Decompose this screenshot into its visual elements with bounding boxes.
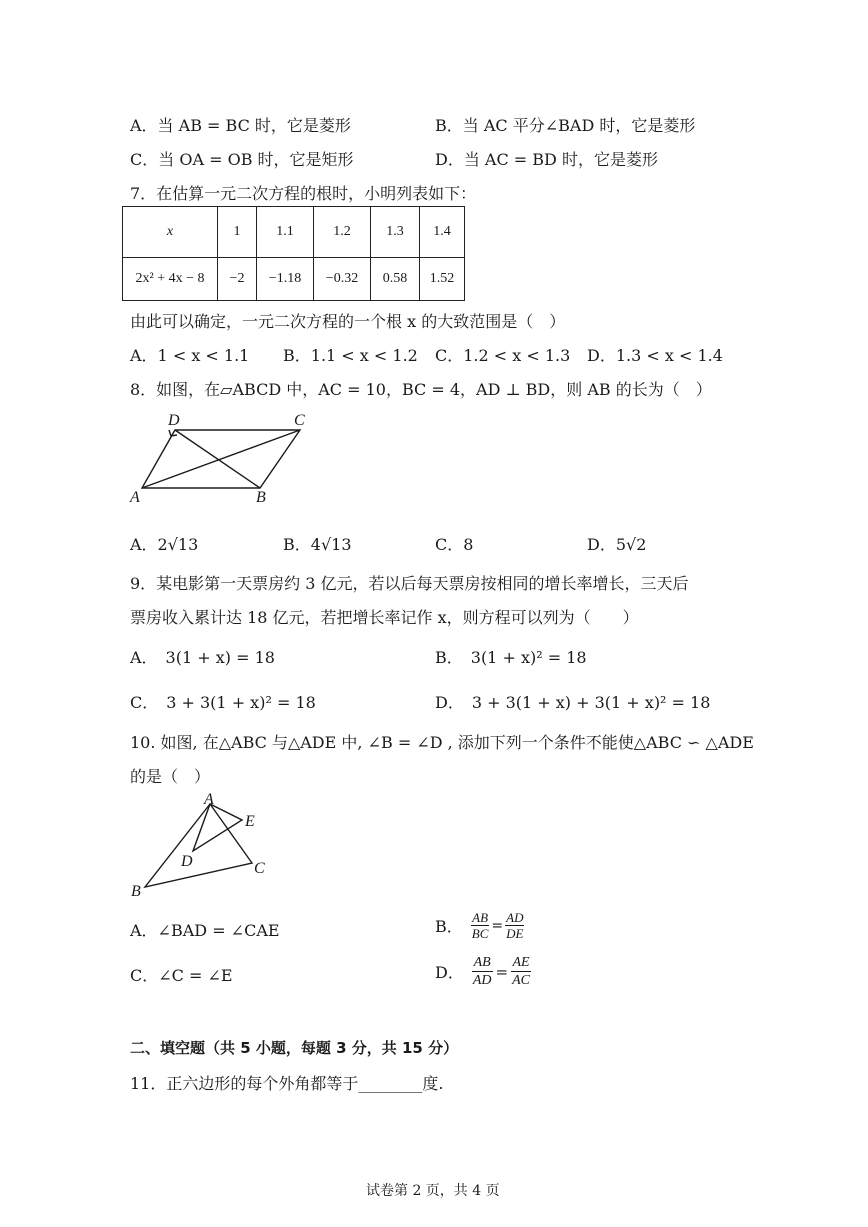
fraction-numerator: AB bbox=[472, 910, 489, 925]
table-cell: 1 bbox=[218, 207, 257, 258]
q7-stem: 7．在估算一元二次方程的根时，小明列表如下： bbox=[130, 184, 477, 203]
label-d: D bbox=[168, 412, 180, 429]
label-b: B bbox=[256, 489, 266, 506]
q10-option-c: C．∠C = ∠E bbox=[130, 966, 233, 985]
q10-option-a: A．∠BAD = ∠CAE bbox=[130, 921, 280, 940]
label-a: A bbox=[130, 489, 140, 506]
q10-stem-line2: 的是（ ） bbox=[130, 767, 211, 786]
q9-option-b: B． 3(1 + x)² = 18 bbox=[435, 648, 587, 667]
q7-option-a: A．1 < x < 1.1 bbox=[130, 346, 250, 365]
q9-option-a: A． 3(1 + x) = 18 bbox=[130, 648, 275, 667]
fraction-numerator: AD bbox=[506, 910, 524, 925]
fraction-denominator: DE bbox=[506, 926, 524, 941]
table-cell: −1.18 bbox=[257, 258, 314, 301]
q7-followup: 由此可以确定，一元二次方程的一个根 x 的大致范围是（ ） bbox=[130, 312, 566, 331]
fraction-denominator: AC bbox=[512, 973, 530, 988]
table-cell: −2 bbox=[218, 258, 257, 301]
q7-value-table bbox=[122, 206, 465, 301]
fraction bbox=[472, 954, 493, 989]
q11-blank[interactable]: ________ bbox=[358, 1074, 423, 1093]
q8-option-b: B．4√13 bbox=[283, 535, 352, 554]
q7-option-c: C．1.2 < x < 1.3 bbox=[435, 346, 571, 365]
equals-sign: = bbox=[495, 962, 509, 981]
q6-option-d: D．当 AC = BD 时，它是菱形 bbox=[435, 150, 658, 169]
option-b-prefix: B． bbox=[435, 917, 463, 936]
table-cell: 1.4 bbox=[420, 207, 465, 258]
q10-option-b bbox=[435, 910, 524, 941]
q11-stem-after: 度. bbox=[422, 1074, 444, 1093]
table-cell: 1.2 bbox=[314, 207, 371, 258]
q7-option-b: B．1.1 < x < 1.2 bbox=[283, 346, 418, 365]
fraction bbox=[511, 954, 531, 989]
q9-option-d: D． 3 + 3(1 + x) + 3(1 + x)² = 18 bbox=[435, 693, 711, 712]
q6-option-a: A．当 AB = BC 时，它是菱形 bbox=[130, 116, 351, 135]
q8-option-a: A．2√13 bbox=[130, 535, 199, 554]
fraction-denominator: BC bbox=[471, 926, 489, 941]
fraction-numerator: AE bbox=[512, 955, 530, 970]
equals-sign: = bbox=[491, 917, 504, 934]
fraction bbox=[471, 910, 490, 941]
table-cell: 1.52 bbox=[420, 258, 465, 301]
q10-triangle-figure bbox=[125, 790, 275, 898]
fraction-denominator: AD bbox=[472, 973, 492, 988]
fraction-numerator: AB bbox=[473, 955, 491, 970]
q7-option-d: D．1.3 < x < 1.4 bbox=[587, 346, 723, 365]
label-c: C bbox=[294, 412, 305, 429]
table-cell: −0.32 bbox=[314, 258, 371, 301]
q11-stem-before: 11．正六边形的每个外角都等于 bbox=[130, 1074, 359, 1093]
q6-option-b: B．当 AC 平分∠BAD 时，它是菱形 bbox=[435, 116, 696, 135]
table-cell: x bbox=[123, 207, 218, 258]
q8-stem: 8．如图，在▱ABCD 中，AC = 10，BC = 4，AD ⊥ BD，则 AB 的长为（ ） bbox=[130, 380, 712, 399]
q8-option-d: D．5√2 bbox=[587, 535, 647, 554]
q8-option-c: C．8 bbox=[435, 535, 474, 554]
q6-option-c: C．当 OA = OB 时，它是矩形 bbox=[130, 150, 354, 169]
page-footer: 试卷第 2 页，共 4 页 bbox=[366, 1183, 500, 1199]
label-e: E bbox=[245, 813, 255, 830]
table-cell: 2x² + 4x − 8 bbox=[123, 258, 218, 301]
option-d-prefix: D． bbox=[435, 963, 464, 982]
table-row bbox=[123, 207, 465, 258]
q11-stem bbox=[130, 1071, 443, 1094]
label-c: C bbox=[254, 860, 265, 877]
q10-stem-line1: 10. 如图, 在△ABC 与△ADE 中, ∠B = ∠D , 添加下列一个条件不能使△ABC ∽ △ADE bbox=[130, 733, 754, 752]
fraction bbox=[505, 910, 524, 941]
q9-stem-line1: 9．某电影第一天票房约 3 亿元，若以后每天票房按相同的增长率增长，三天后 bbox=[130, 574, 689, 593]
section-heading: 二、填空题（共 5 小题，每题 3 分，共 15 分） bbox=[130, 1039, 459, 1057]
table-row bbox=[123, 258, 465, 301]
label-b: B bbox=[131, 883, 141, 898]
q8-parallelogram-figure bbox=[120, 410, 320, 508]
table-cell: 0.58 bbox=[371, 258, 420, 301]
table-cell: 1.3 bbox=[371, 207, 420, 258]
label-a: A bbox=[204, 791, 214, 808]
table-cell: 1.1 bbox=[257, 207, 314, 258]
q9-stem-line2: 票房收入累计达 18 亿元，若把增长率记作 x，则方程可以列为（ ） bbox=[130, 608, 639, 627]
q10-option-d bbox=[435, 954, 531, 989]
q9-option-c: C． 3 + 3(1 + x)² = 18 bbox=[130, 693, 316, 712]
label-d: D bbox=[181, 853, 193, 870]
